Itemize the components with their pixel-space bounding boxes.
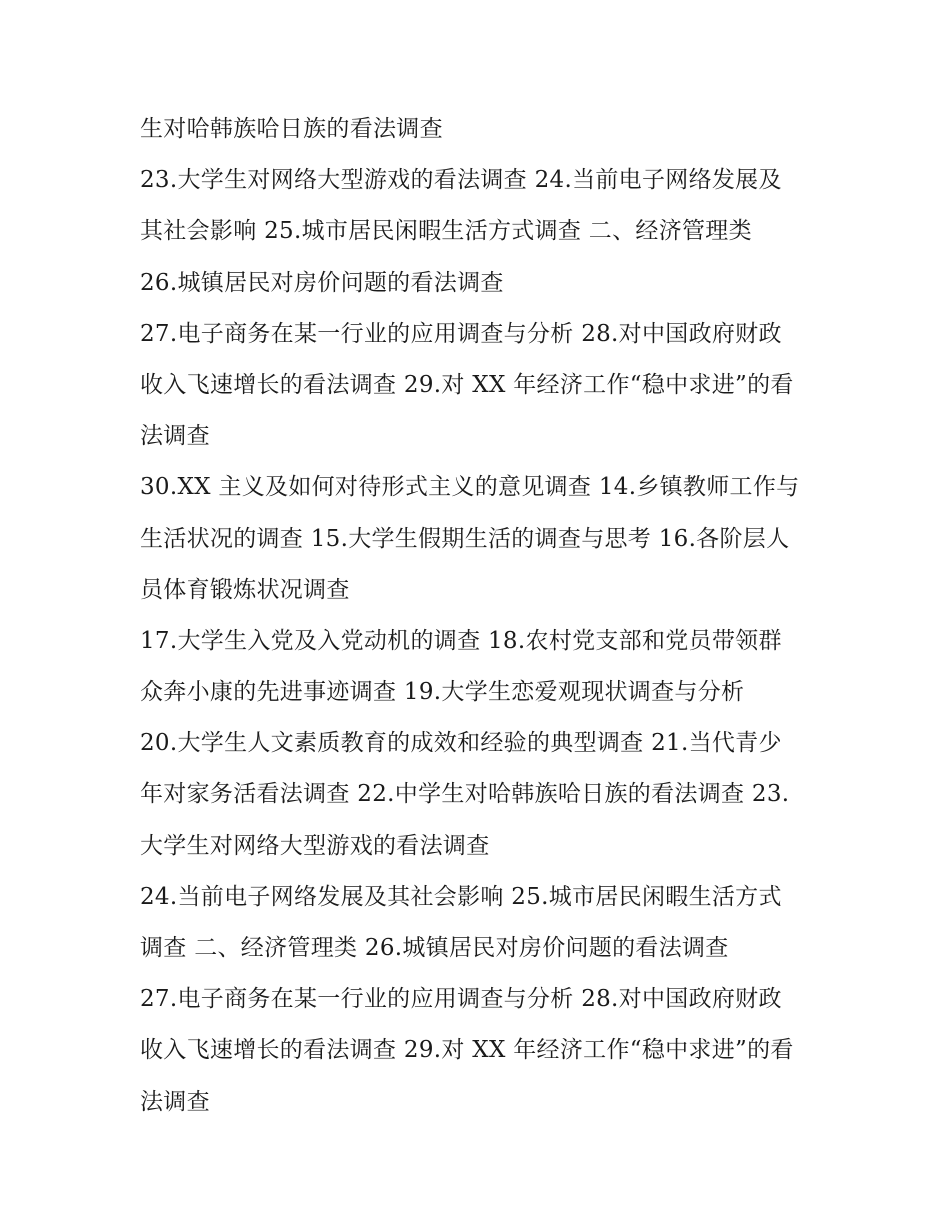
text-line: 大学生对网络大型游戏的看法调查 — [140, 832, 490, 859]
text-line: 生活状况的调查 15.大学生假期生活的调查与思考 16.各阶层人 — [140, 525, 790, 552]
text-line: 其社会影响 25.城市居民闲暇生活方式调查 二、经济管理类 — [140, 218, 752, 245]
text-line: 调查 二、经济管理类 26.城镇居民对房价问题的看法调查 — [140, 935, 729, 961]
text-line: 收入飞速增长的看法调查 29.对 XX 年经济工作“稳中求进”的看 — [140, 1037, 794, 1064]
text-line: 26.城镇居民对房价问题的看法调查 — [140, 269, 504, 296]
text-line: 员体育锻炼状况调查 — [140, 576, 350, 603]
text-line: 法调查 — [140, 1088, 210, 1115]
text-line: 27.电子商务在某一行业的应用调查与分析 28.对中国政府财政 — [140, 986, 782, 1013]
text-line: 法调查 — [140, 423, 210, 450]
text-line: 收入飞速增长的看法调查 29.对 XX 年经济工作“稳中求进”的看 — [140, 371, 794, 398]
text-line: 23.大学生对网络大型游戏的看法调查 24.当前电子网络发展及 — [140, 167, 782, 194]
text-line: 众奔小康的先进事迹调查 19.大学生恋爱观现状调查与分析 — [140, 679, 745, 706]
text-line: 20.大学生人文素质教育的成效和经验的典型调查 21.当代青少 — [140, 730, 782, 757]
text-line: 27.电子商务在某一行业的应用调查与分析 28.对中国政府财政 — [140, 320, 782, 347]
text-line: 年对家务活看法调查 22.中学生对哈韩族哈日族的看法调查 23. — [140, 781, 790, 808]
document-body — [140, 104, 820, 1128]
text-line: 17.大学生入党及入党动机的调查 18.农村党支部和党员带领群 — [140, 627, 782, 654]
text-line: 生对哈韩族哈日族的看法调查 — [140, 116, 443, 142]
text-line: 30.XX 主义及如何对待形式主义的意见调查 14.乡镇教师工作与 — [140, 474, 800, 501]
text-line: 24.当前电子网络发展及其社会影响 25.城市居民闲暇生活方式 — [140, 883, 782, 910]
